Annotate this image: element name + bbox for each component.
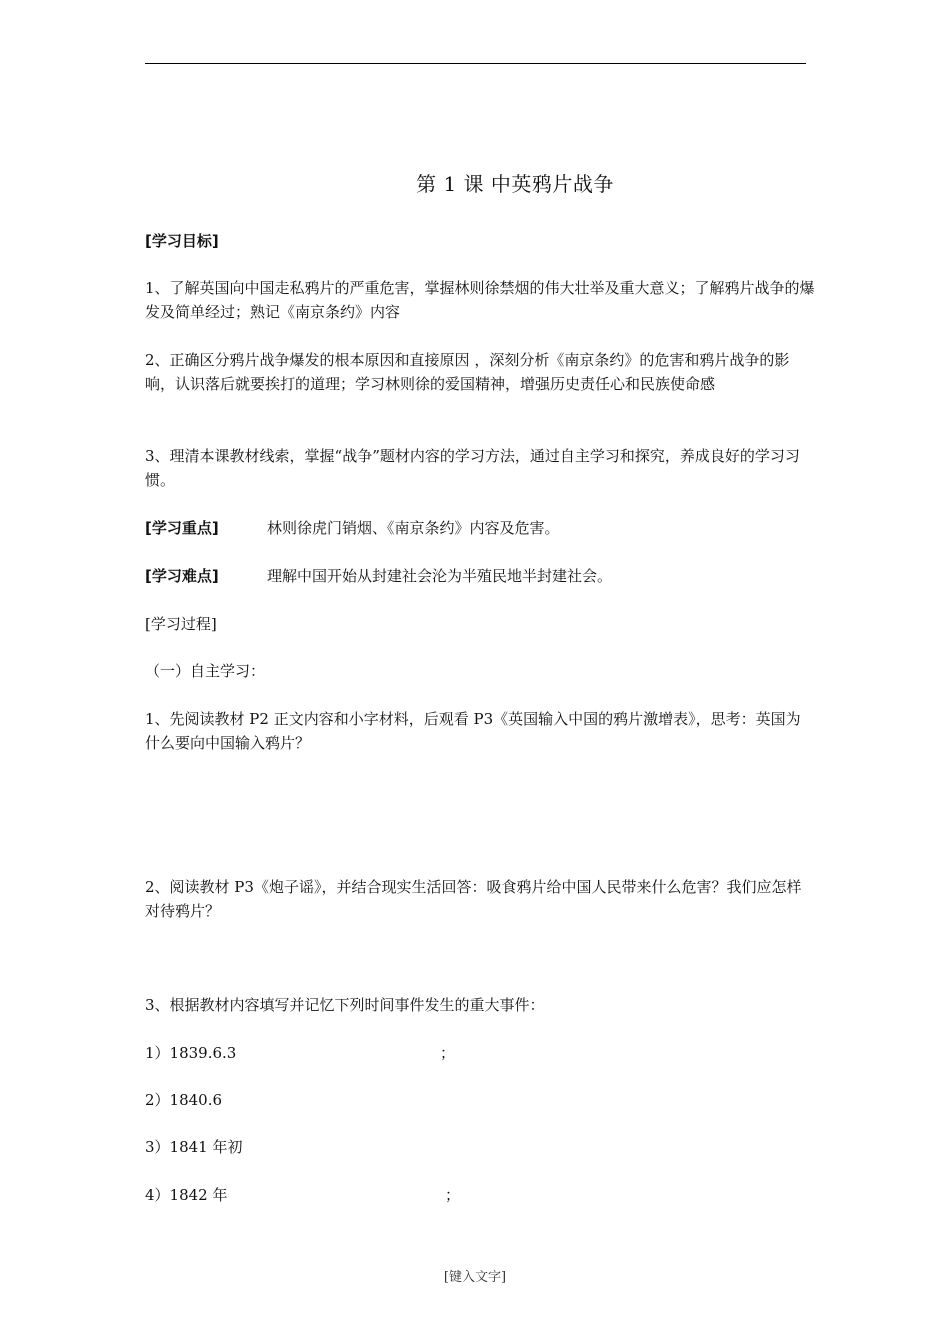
self-study-label: （一）自主学习： bbox=[145, 662, 266, 680]
question-3: 3、根据教材内容填写并记忆下列时间事件发生的重大事件： bbox=[145, 996, 545, 1014]
objectives-label: [学习目标] bbox=[145, 232, 219, 250]
objective-item-2: 2、正确区分鸦片战争爆发的根本原因和直接原因 ，深刻分析《南京条约》的危害和鸦片战争的影响，认识落后就要挨打的道理；学习林则徐的爱国精神，增强历史责任心和民族使命感 bbox=[145, 351, 790, 393]
event-date-3: 3）1841 年初 bbox=[145, 1138, 243, 1156]
header-rule bbox=[145, 63, 806, 64]
event-blank-1: ； bbox=[440, 1044, 456, 1062]
key-point-row bbox=[145, 516, 815, 540]
question-1: 1、先阅读教材 P2 正文内容和小字材料，后观看 P3《英国输入中国的鸦片激增表》，思考：英国为什么要向中国输入鸦片？ bbox=[145, 710, 801, 752]
event-blank-4: ； bbox=[445, 1186, 461, 1204]
footer-placeholder: [键入文字] bbox=[443, 1270, 507, 1285]
process-label: [学习过程] bbox=[145, 615, 217, 633]
event-date-2: 2）1840.6 bbox=[145, 1091, 223, 1109]
event-date-4: 4）1842 年 bbox=[145, 1186, 228, 1204]
lesson-title: 第 1 课 中英鸦片战争 bbox=[416, 172, 614, 196]
objective-item-3: 3、理清本课教材线索，掌握“战争”题材内容的学习方法，通过自主学习和探究，养成良好的学习习惯。 bbox=[145, 447, 800, 489]
difficulty-row bbox=[145, 564, 815, 588]
difficulty-text: 理解中国开始从封建社会沦为半殖民地半封建社会。 bbox=[267, 567, 613, 585]
difficulty-label: [学习难点] bbox=[145, 567, 219, 585]
objective-item-1: 1、了解英国向中国走私鸦片的严重危害，掌握林则徐禁烟的伟大壮举及重大意义；了解鸦片战争的爆发及简单经过；熟记《南京条约》内容 bbox=[145, 279, 815, 321]
key-point-label: [学习重点] bbox=[145, 519, 219, 537]
event-date-1: 1）1839.6.3 bbox=[145, 1044, 237, 1062]
key-point-text: 林则徐虎门销烟、《南京条约》内容及危害。 bbox=[267, 519, 560, 537]
question-2: 2、阅读教材 P3《炮子谣》，并结合现实生活回答：吸食鸦片给中国人民带来什么危害？我们应怎样对待鸦片？ bbox=[145, 878, 802, 920]
